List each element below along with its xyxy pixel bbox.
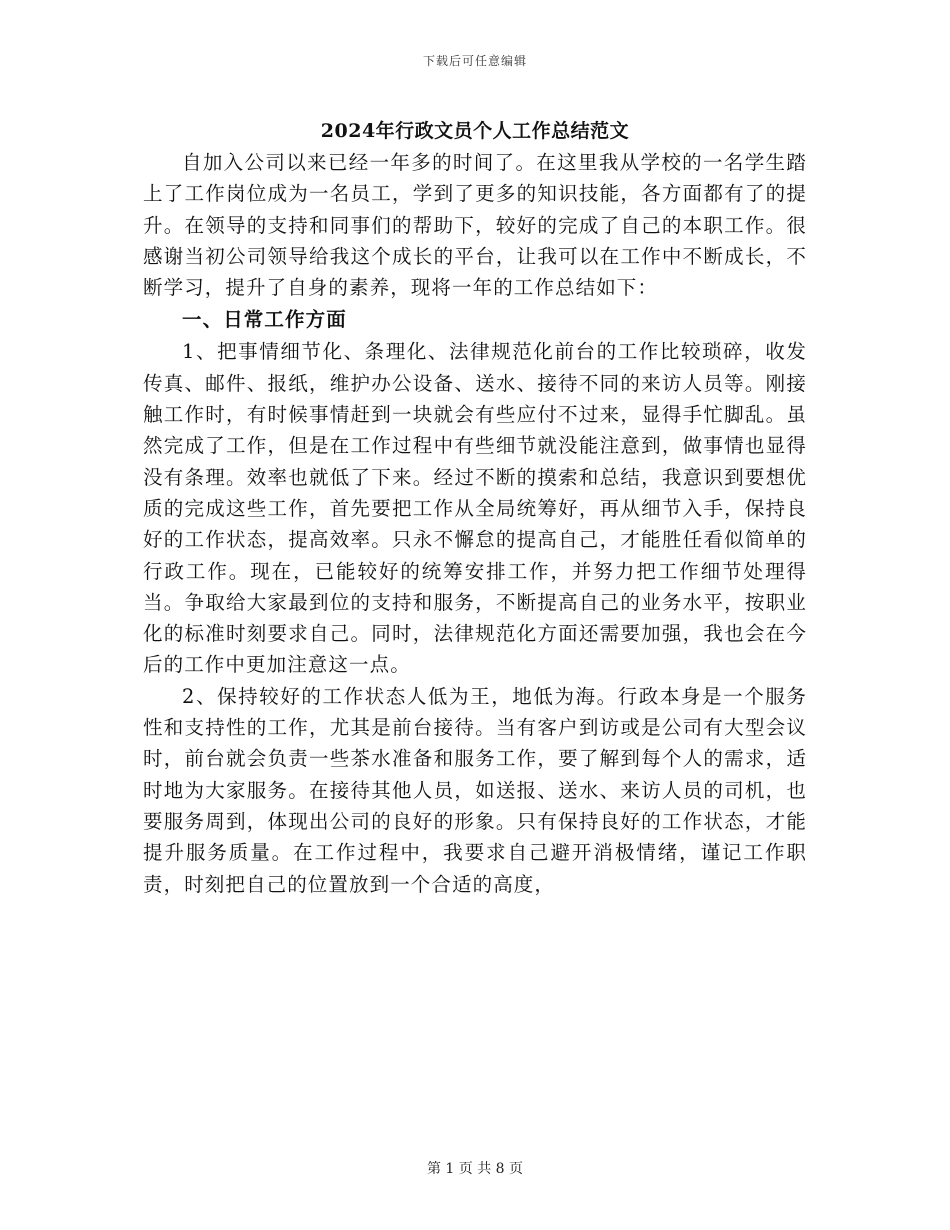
item-paragraph-1: 1、把事情细节化、条理化、法律规范化前台的工作比较琐碎，收发传真、邮件、报纸，维护办公设备、送水、接待不同的来访人员等。刚接触工作时，有时候事情赶到一块就会有些应付不过来，显得手忙脚乱。虽然完成了工作，但是在工作过程中有些细节就没能注意到，做事情也显得没有条理。效率也就低了下来。经过不断的摸索和总结，我意识到要想优质的完成这些工作，首先要把工作从全局统筹好，再从细节入手，保持良好的工作状态，提高效率。只永不懈怠的提高自己，才能胜任看似简单的行政工作。现在，已能较好的统筹安排工作，并努力把工作细节处理得当。争取给大家最到位的支持和服务，不断提高自己的业务水平，按职业化的标准时刻要求自己。同时，法律规范化方面还需要加强，我也会在今后的工作中更加注意这一点。 xyxy=(143,340,807,677)
page-number: 第 1 页 共 8 页 xyxy=(426,1161,524,1177)
document-title: 2024年行政文员个人工作总结范文 xyxy=(320,120,630,142)
item-paragraph-2: 2、保持较好的工作状态人低为王，地低为海。行政本身是一个服务性和支持性的工作，尤其是前台接待。当有客户到访或是公司有大型会议时，前台就会负责一些茶水准备和服务工作，要了解到每个人的需求，适时地为大家服务。在接待其他人员，如送报、送水、来访人员的司机，也要服务周到，体现出公司的良好的形象。只有保持良好的工作状态，才能提升服务质量。在工作过程中，我要求自己避开消极情绪，谨记工作职责，时刻把自己的位置放到一个合适的高度， xyxy=(143,684,807,896)
document-body xyxy=(143,147,807,900)
section-heading-daily-work: 一、日常工作方面 xyxy=(182,308,347,332)
intro-paragraph: 自加入公司以来已经一年多的时间了。在这里我从学校的一名学生踏上了工作岗位成为一名员工，学到了更多的知识技能，各方面都有了的提升。在领导的支持和同事们的帮助下，较好的完成了自己的本职工作。很感谢当初公司领导给我这个成长的平台，让我可以在工作中不断成长，不断学习，提升了自身的素养，现将一年的工作总结如下： xyxy=(143,151,807,300)
header-note: 下载后可任意编辑 xyxy=(422,54,527,68)
